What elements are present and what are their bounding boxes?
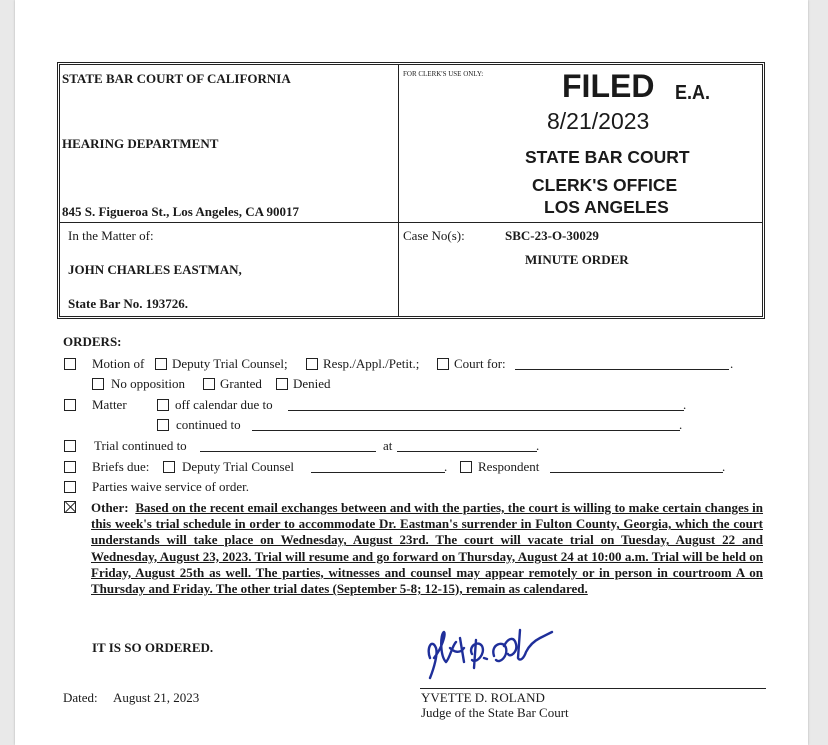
- continued-to-checkbox[interactable]: [157, 419, 169, 431]
- stamp-line-3: LOS ANGELES: [544, 197, 669, 217]
- so-ordered: IT IS SO ORDERED.: [92, 640, 214, 655]
- briefs-respondent-label: Respondent: [478, 459, 540, 474]
- stamp-line-2: CLERK'S OFFICE: [532, 175, 678, 195]
- trial-time-period: .: [536, 438, 540, 453]
- no-opposition-checkbox[interactable]: [92, 378, 104, 390]
- department: HEARING DEPARTMENT: [62, 136, 219, 151]
- judge-title: Judge of the State Bar Court: [421, 705, 569, 720]
- continued-to-blank[interactable]: [252, 430, 680, 431]
- other-checkbox-checked[interactable]: [64, 501, 76, 513]
- other-order-text: Based on the recent email exchanges between and with the parties, the court is willing to make certain changes in this week's trial schedule in order to accommodate Dr. Eastman's surrender in Fulton County, Georgia, which the court understands will take place on Wednesday, August 23rd. The court will vacate trial on Tuesday, August 22 and Wednesday, August 23, 2023. Trial will resume and go forward on Thursday, August 24 at 10:00 a.m. Trial will be held on Friday, August 25th as well. The parties, witnesses and counsel may appear remotely or in person in courtroom A on Thursday and Friday. The other trial dates (September 5-8; 12-15), remain as calendared.: [91, 500, 764, 597]
- off-calendar-blank[interactable]: [288, 410, 684, 411]
- off-calendar-period: .: [683, 397, 687, 412]
- judge-signature: [424, 618, 564, 690]
- caption-divider-horizontal: [60, 222, 762, 223]
- deputy-trial-counsel-checkbox[interactable]: [155, 358, 167, 370]
- trial-continued-label: Trial continued to: [94, 438, 187, 453]
- deputy-trial-counsel-label: Deputy Trial Counsel;: [172, 356, 288, 371]
- court-for-blank[interactable]: [515, 369, 729, 370]
- matter-checkbox[interactable]: [64, 399, 76, 411]
- resp-appl-petit-label: Resp./Appl./Petit.;: [323, 356, 420, 371]
- off-calendar-checkbox[interactable]: [157, 399, 169, 411]
- caption-divider-vertical: [398, 65, 399, 316]
- other-label: Other:: [91, 500, 129, 515]
- parties-waive-label: Parties waive service of order.: [92, 479, 250, 494]
- bar-number: State Bar No. 193726.: [68, 296, 189, 311]
- court-address: 845 S. Figueroa St., Los Angeles, CA 90017: [62, 204, 300, 219]
- motion-checkbox[interactable]: [64, 358, 76, 370]
- briefs-respondent-checkbox[interactable]: [460, 461, 472, 473]
- case-number: SBC-23-O-30029: [505, 228, 599, 243]
- dated-label: Dated:: [63, 690, 98, 705]
- briefs-respondent-period: .: [722, 459, 726, 474]
- resp-appl-petit-checkbox[interactable]: [306, 358, 318, 370]
- court-name: STATE BAR COURT OF CALIFORNIA: [62, 71, 291, 86]
- trial-continued-checkbox[interactable]: [64, 440, 76, 452]
- court-for-label: Court for:: [454, 356, 506, 371]
- continued-to-period: .: [679, 417, 683, 432]
- briefs-due-checkbox[interactable]: [64, 461, 76, 473]
- matter-label: In the Matter of:: [68, 228, 154, 243]
- continued-to-label: continued to: [176, 417, 241, 432]
- briefs-dtc-label: Deputy Trial Counsel: [182, 459, 294, 474]
- parties-waive-checkbox[interactable]: [64, 481, 76, 493]
- granted-checkbox[interactable]: [203, 378, 215, 390]
- stamp-line-1: STATE BAR COURT: [525, 147, 690, 167]
- briefs-due-label: Briefs due:: [92, 459, 150, 474]
- trial-time-blank[interactable]: [397, 451, 537, 452]
- clerk-use-label: FOR CLERK'S USE ONLY:: [403, 70, 484, 78]
- court-for-period: .: [730, 356, 734, 371]
- filed-initials: E.A.: [674, 82, 710, 104]
- motion-of-label: Motion of: [92, 356, 145, 371]
- no-opposition-label: No opposition: [111, 376, 186, 391]
- briefs-dtc-checkbox[interactable]: [163, 461, 175, 473]
- signature-line: [420, 688, 766, 689]
- dated-value: August 21, 2023: [113, 690, 200, 705]
- case-label: Case No(s):: [403, 228, 465, 243]
- briefs-respondent-blank[interactable]: [550, 472, 723, 473]
- filed-date: 8/21/2023: [547, 108, 650, 134]
- order-type: MINUTE ORDER: [525, 252, 629, 267]
- filed-stamp: FILED: [562, 68, 655, 104]
- denied-label: Denied: [293, 376, 331, 391]
- briefs-dtc-blank[interactable]: [311, 472, 445, 473]
- trial-at-label: at: [383, 438, 393, 453]
- judge-name: YVETTE D. ROLAND: [421, 690, 545, 705]
- denied-checkbox[interactable]: [276, 378, 288, 390]
- off-calendar-label: off calendar due to: [175, 397, 273, 412]
- briefs-dtc-period: .: [444, 459, 448, 474]
- granted-label: Granted: [220, 376, 262, 391]
- trial-continued-date-blank[interactable]: [200, 451, 376, 452]
- matter-label: Matter: [92, 397, 127, 412]
- court-for-checkbox[interactable]: [437, 358, 449, 370]
- orders-heading: ORDERS:: [63, 334, 122, 349]
- other-order-paragraph: [91, 500, 763, 597]
- respondent-name: JOHN CHARLES EASTMAN,: [68, 262, 242, 277]
